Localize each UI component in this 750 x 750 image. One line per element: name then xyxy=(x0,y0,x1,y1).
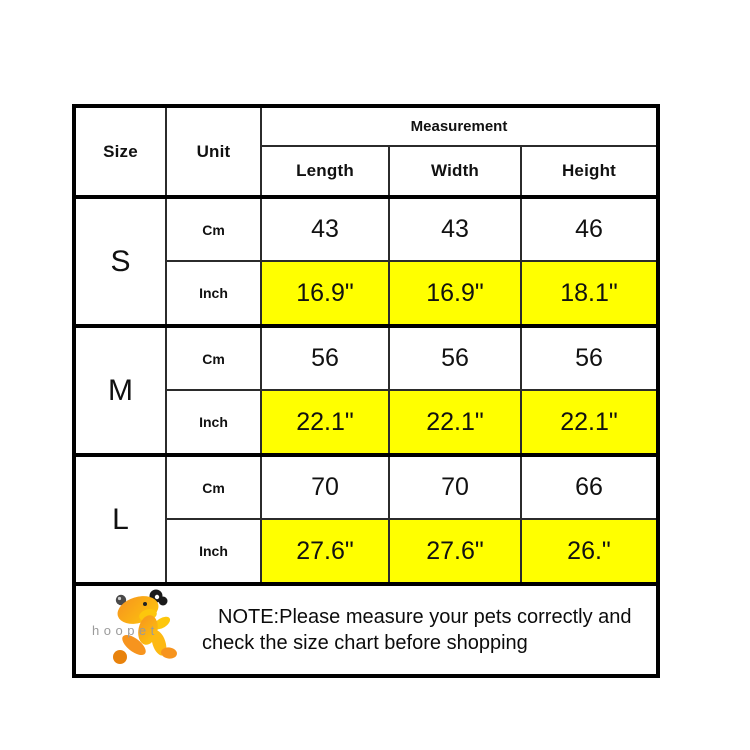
value-l-inch-width: 27.6" xyxy=(389,519,521,584)
value-m-cm-length: 56 xyxy=(261,326,389,390)
row-l-cm xyxy=(74,455,658,519)
note-text: NOTE:Please measure your pets correctly and check the size chart before shopping xyxy=(202,606,632,654)
value-m-cm-height: 56 xyxy=(521,326,658,390)
header-size: Size xyxy=(74,106,166,197)
header-measurement: Measurement xyxy=(261,106,658,146)
value-l-cm-width: 70 xyxy=(389,455,521,519)
size-cell-s: S xyxy=(74,197,166,326)
header-width: Width xyxy=(389,146,521,197)
footer-cell xyxy=(74,584,658,676)
value-s-cm-height: 46 xyxy=(521,197,658,261)
row-m-cm xyxy=(74,326,658,390)
value-l-cm-length: 70 xyxy=(261,455,389,519)
value-l-inch-length: 27.6" xyxy=(261,519,389,584)
header-row-measurement xyxy=(74,106,658,146)
value-l-cm-height: 66 xyxy=(521,455,658,519)
value-l-inch-height: 26." xyxy=(521,519,658,584)
hoopet-dog-mascot-icon xyxy=(90,587,198,673)
value-m-inch-length: 22.1" xyxy=(261,390,389,455)
unit-cell-cm: Cm xyxy=(166,326,261,390)
footer-row xyxy=(74,584,658,676)
header-unit: Unit xyxy=(166,106,261,197)
size-cell-l: L xyxy=(74,455,166,584)
row-s-cm xyxy=(74,197,658,261)
value-s-inch-width: 16.9" xyxy=(389,261,521,326)
value-s-inch-height: 18.1" xyxy=(521,261,658,326)
brand-logo-text: hoopet xyxy=(92,623,159,638)
footer-content xyxy=(76,587,656,673)
size-chart-table xyxy=(72,104,660,678)
unit-cell-inch: Inch xyxy=(166,261,261,326)
header-height: Height xyxy=(521,146,658,197)
value-m-inch-height: 22.1" xyxy=(521,390,658,455)
value-s-cm-length: 43 xyxy=(261,197,389,261)
unit-cell-cm: Cm xyxy=(166,197,261,261)
unit-cell-inch: Inch xyxy=(166,390,261,455)
unit-cell-cm: Cm xyxy=(166,455,261,519)
size-cell-m: M xyxy=(74,326,166,455)
header-length: Length xyxy=(261,146,389,197)
unit-cell-inch: Inch xyxy=(166,519,261,584)
value-s-inch-length: 16.9" xyxy=(261,261,389,326)
value-m-cm-width: 56 xyxy=(389,326,521,390)
value-s-cm-width: 43 xyxy=(389,197,521,261)
value-m-inch-width: 22.1" xyxy=(389,390,521,455)
brand-logo xyxy=(90,587,198,673)
